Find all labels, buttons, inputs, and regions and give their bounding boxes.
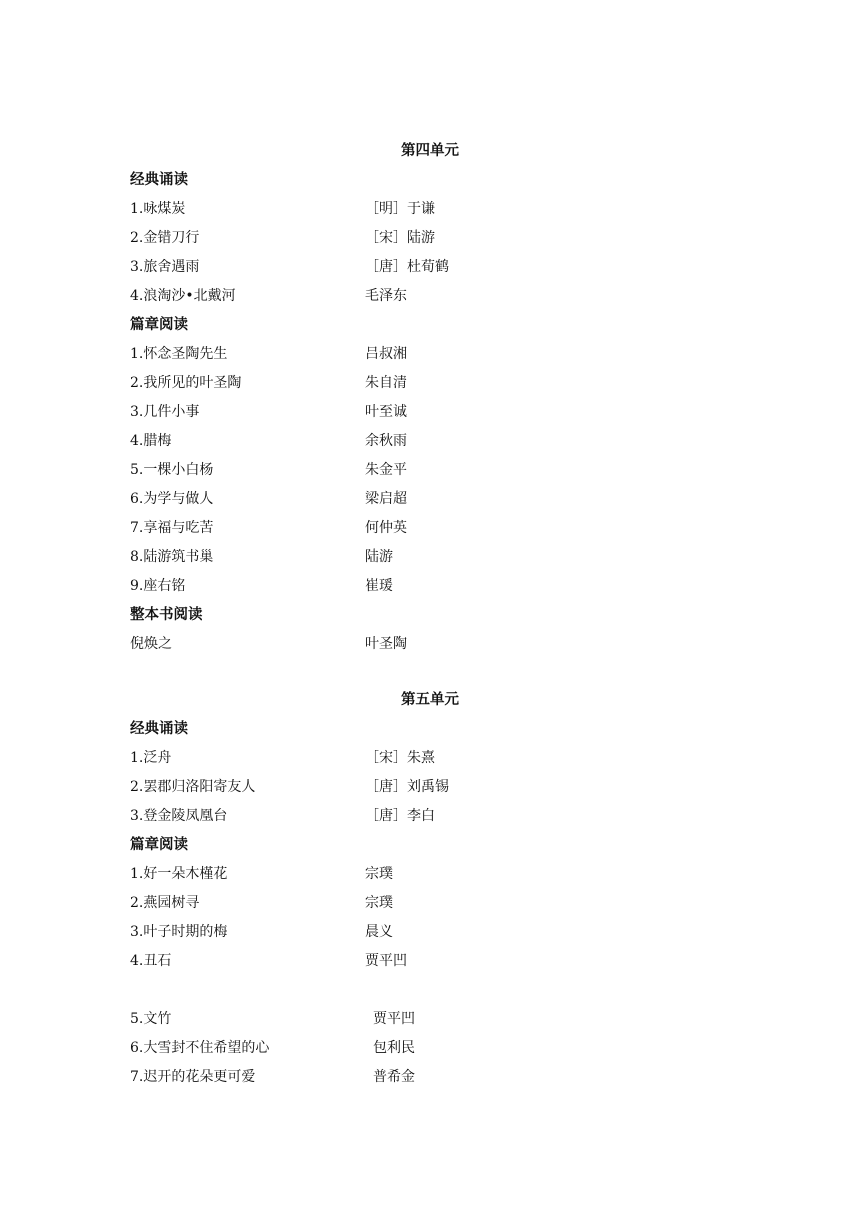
item-author: 吕叔湘	[365, 346, 407, 362]
item-author: 叶至诚	[365, 404, 407, 420]
item-author: ［宋］朱熹	[365, 750, 435, 766]
item-title: 5.文竹	[130, 1011, 172, 1027]
item-title: 3.几件小事	[130, 404, 200, 420]
item-title: 5.一棵小白杨	[130, 462, 214, 478]
item-author: 朱金平	[365, 462, 407, 478]
item-author: 梁启超	[365, 491, 407, 507]
item-author: 晨义	[365, 924, 393, 940]
item-title: 4.腊梅	[130, 433, 172, 449]
item-title: 3.旅舍遇雨	[130, 259, 200, 275]
item-title: 9.座右铭	[130, 578, 186, 594]
item-title: 7.享福与吃苦	[130, 520, 214, 536]
unit-5-reading-heading: 篇章阅读	[130, 837, 188, 853]
item-author: 陆游	[365, 549, 393, 565]
item-title: 6.为学与做人	[130, 491, 214, 507]
item-title: 1.咏煤炭	[130, 201, 186, 217]
unit-5-classic-heading: 经典诵读	[130, 721, 188, 737]
item-author: 毛泽东	[365, 288, 407, 304]
item-title: 4.浪淘沙•北戴河	[130, 288, 236, 304]
item-title: 8.陆游筑书巢	[130, 549, 214, 565]
item-author: ［唐］刘禹锡	[365, 779, 449, 795]
unit-4-classic-heading: 经典诵读	[130, 172, 188, 188]
item-author: 叶圣陶	[365, 636, 407, 652]
item-author: ［宋］陆游	[365, 230, 435, 246]
item-author: 贾平凹	[365, 953, 407, 969]
item-title: 1.泛舟	[130, 750, 172, 766]
unit-5-title: 第五单元	[401, 692, 459, 708]
item-author: 余秋雨	[365, 433, 407, 449]
item-author: 宗璞	[365, 895, 393, 911]
item-author: 何仲英	[365, 520, 407, 536]
item-title: 1.怀念圣陶先生	[130, 346, 228, 362]
item-author: 贾平凹	[373, 1011, 415, 1027]
item-title: 2.燕园树寻	[130, 895, 200, 911]
unit-4-book-heading: 整本书阅读	[130, 607, 203, 623]
item-author: ［明］于谦	[365, 201, 435, 217]
item-title: 3.叶子时期的梅	[130, 924, 228, 940]
item-title: 2.罢郡归洛阳寄友人	[130, 779, 256, 795]
item-title: 6.大雪封不住希望的心	[130, 1040, 270, 1056]
item-title: 3.登金陵凤凰台	[130, 808, 228, 824]
item-author: 普希金	[373, 1069, 415, 1085]
item-author: ［唐］李白	[365, 808, 435, 824]
item-title: 7.迟开的花朵更可爱	[130, 1069, 256, 1085]
item-title: 4.丑石	[130, 953, 172, 969]
item-author: ［唐］杜荀鹤	[365, 259, 449, 275]
item-title: 1.好一朵木槿花	[130, 866, 228, 882]
item-title: 2.金错刀行	[130, 230, 200, 246]
item-title: 倪焕之	[130, 636, 172, 652]
item-author: 宗璞	[365, 866, 393, 882]
unit-4-title: 第四单元	[401, 143, 459, 159]
item-author: 包利民	[373, 1040, 415, 1056]
item-author: 朱自清	[365, 375, 407, 391]
item-author: 崔瑗	[365, 578, 393, 594]
unit-4-reading-heading: 篇章阅读	[130, 317, 188, 333]
item-title: 2.我所见的叶圣陶	[130, 375, 242, 391]
